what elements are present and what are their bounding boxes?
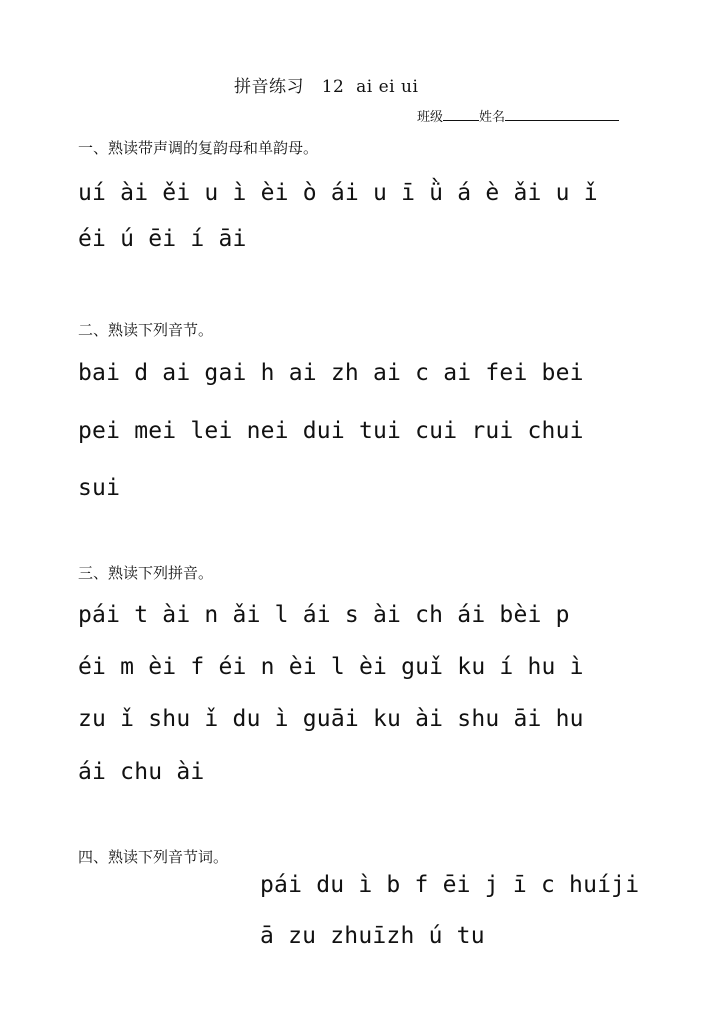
worksheet-title: 拼音练习 12 ai ei ui — [234, 77, 419, 97]
student-info — [417, 106, 619, 125]
section-3-line-1: pái t ài n ǎi l ái s ài ch ái bèi p — [78, 602, 570, 628]
section-3-line-3: zu ǐ shu ǐ du ì guāi ku ài shu āi hu — [78, 706, 584, 732]
section-1-line-1: uí ài ěi u ì èi ò ái u ī ǜ á è ǎi u ǐ — [78, 180, 598, 206]
name-blank — [505, 108, 619, 121]
section-3-line-4: ái chu ài — [78, 759, 205, 785]
section-heading-4: 四、熟读下列音节词。 — [78, 848, 229, 866]
class-label: 班级 — [417, 110, 444, 125]
class-blank — [443, 108, 479, 121]
section-4-line-2: ā zu zhuīzh ú tu — [260, 923, 485, 949]
section-1-line-2: éi ú ēi í āi — [78, 226, 247, 252]
section-2-line-2: pei mei lei nei dui tui cui rui chui — [78, 418, 584, 444]
section-heading-3: 三、熟读下列拼音。 — [78, 564, 214, 582]
section-2-line-3: sui — [78, 475, 121, 501]
section-heading-1: 一、熟读带声调的复韵母和单韵母。 — [78, 139, 319, 157]
section-4-line-1: pái du ì b f ēi j ī c huíji — [260, 872, 640, 898]
section-2-line-1: bai d ai gai h ai zh ai c ai fei bei — [78, 360, 584, 386]
section-heading-2: 二、熟读下列音节。 — [78, 321, 214, 339]
section-3-line-2: éi m èi f éi n èi l èi guǐ ku í hu ì — [78, 654, 584, 680]
name-label: 姓名 — [479, 110, 506, 125]
